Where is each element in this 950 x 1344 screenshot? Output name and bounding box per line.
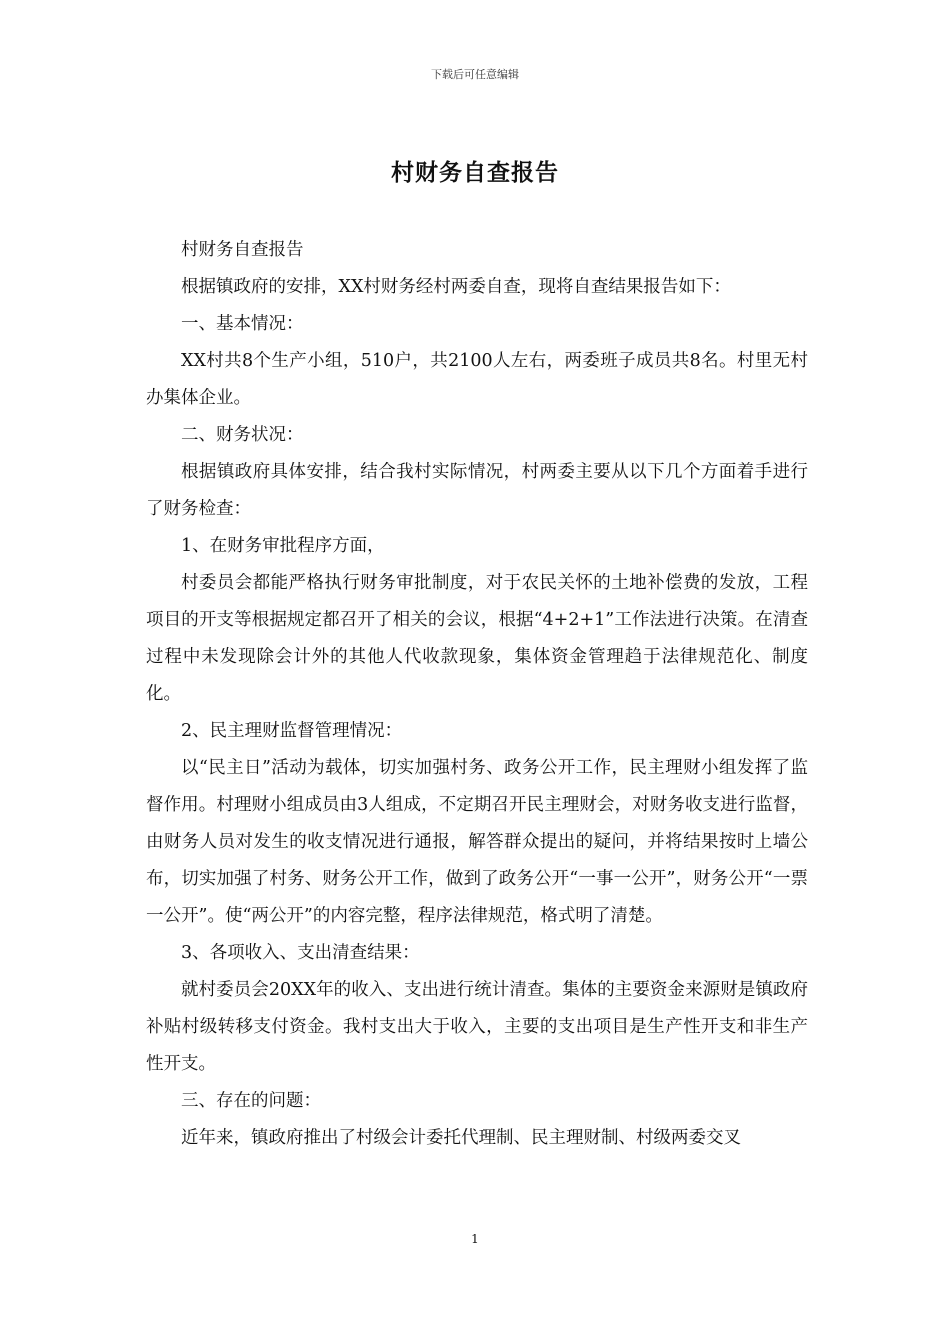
page-number: 1 bbox=[471, 1232, 479, 1246]
paragraph: 就村委员会20XX年的收入、支出进行统计清查。集体的主要资金来源财是镇政府补贴村级转移支付资金。我村支出大于收入，主要的支出项目是生产性开支和非生产性开支。 bbox=[146, 980, 808, 1074]
paragraph: XX村共8个生产小组，510户，共2100人左右，两委班子成员共8名。村里无村办集体企业。 bbox=[146, 351, 808, 408]
paragraph: 根据镇政府的安排，XX村财务经村两委自查，现将自查结果报告如下： bbox=[181, 277, 731, 297]
document-body bbox=[146, 232, 808, 1157]
subsection-heading: 1、在财务审批程序方面， bbox=[181, 536, 385, 556]
paragraph: 村委员会都能严格执行财务审批制度，对于农民关怀的土地补偿费的发放，工程项目的开支等根据规定都召开了相关的会议，根据“4+2+1”工作法进行决策。在清查过程中未发现除会计外的其他人代收款现象，集体资金管理趋于法律规范化、制度化。 bbox=[146, 573, 808, 704]
section-heading: 三、存在的问题： bbox=[181, 1091, 321, 1111]
document-title: 村财务自查报告 bbox=[391, 159, 559, 186]
section-heading: 一、基本情况： bbox=[181, 314, 304, 334]
header-note: 下载后可任意编辑 bbox=[431, 68, 519, 81]
paragraph: 近年来，镇政府推出了村级会计委托代理制、民主理财制、村级两委交叉 bbox=[181, 1128, 741, 1148]
subsection-heading: 2、民主理财监督管理情况： bbox=[181, 721, 403, 741]
paragraph: 根据镇政府具体安排，结合我村实际情况，村两委主要从以下几个方面着手进行了财务检查： bbox=[146, 462, 808, 519]
subsection-heading: 3、各项收入、支出清查结果： bbox=[181, 943, 420, 963]
paragraph: 以“民主日”活动为载体，切实加强村务、政务公开工作，民主理财小组发挥了监督作用。村理财小组成员由3人组成，不定期召开民主理财会，对财务收支进行监督，由财务人员对发生的收支情况进行通报，解答群众提出的疑问，并将结果按时上墙公布，切实加强了村务、财务公开工作，做到了政务公开“一事一公开”，财务公开“一票一公开”。使“两公开”的内容完整，程序法律规范，格式明了清楚。 bbox=[146, 758, 808, 926]
section-heading: 二、财务状况： bbox=[181, 425, 304, 445]
paragraph: 村财务自查报告 bbox=[181, 240, 304, 260]
